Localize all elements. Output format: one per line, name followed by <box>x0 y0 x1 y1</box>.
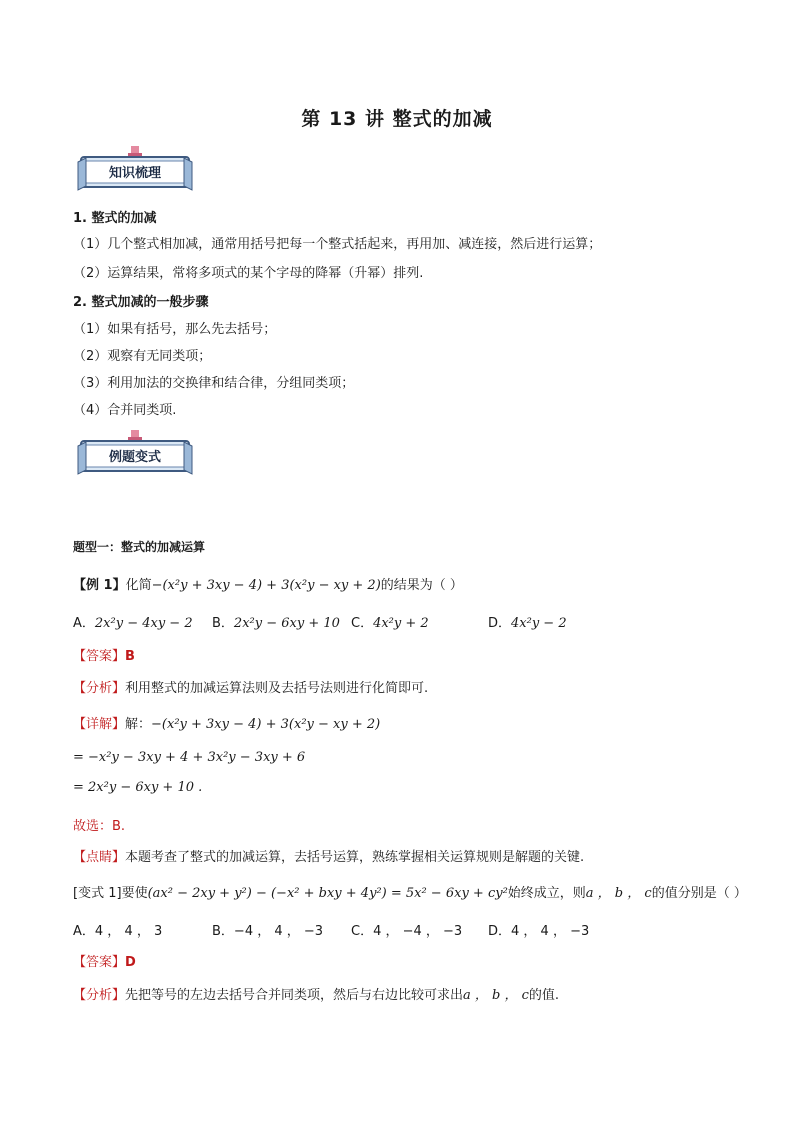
step-4: （4）合并同类项. <box>73 403 177 418</box>
step-3: （3）利用加法的交换律和结合律，分组同类项； <box>73 376 355 391</box>
example-1-step-1: = −x²y − 3xy + 4 + 3x²y − 3xy + 6 <box>73 750 306 765</box>
variant-1-answer: 【答案】D <box>73 955 136 970</box>
example-1-option-a: A．2x²y − 4xy − 2 <box>73 616 193 631</box>
example-1-post: 的结果为（ ） <box>380 578 463 593</box>
example-1-expression: −(x²y + 3xy − 4) + 3(x²y − xy + 2) <box>151 578 381 593</box>
knowledge-point-2: （2）运算结果，常将多项式的某个字母的降幂（升幂）排列. <box>73 266 424 281</box>
section-heading: 题型一：整式的加减运算 <box>73 540 206 554</box>
variant-1-option-a: A．4 ， 4 ， 3 <box>73 924 163 939</box>
example-1-label: 【例 1】 <box>73 578 126 593</box>
example-1-option-c: C．4x²y + 2 <box>351 616 429 631</box>
variant-1-option-d: D．4 ， 4 ， −3 <box>488 924 590 939</box>
scroll-banner-icon <box>76 430 194 480</box>
example-1-option-d: D．4x²y − 2 <box>488 616 567 631</box>
step-2: （2）观察有无同类项； <box>73 349 212 364</box>
example-1-step-2: = 2x²y − 6xy + 10 . <box>73 780 203 795</box>
page-title: 第 13 讲 整式的加减 <box>301 108 493 130</box>
knowledge-banner <box>76 146 194 196</box>
knowledge-point-1: （1）几个整式相加减，通常用括号把每一个整式括起来，再用加、减连接，然后进行运算； <box>73 237 602 252</box>
variant-1-analysis: 【分析】先把等号的左边去括号合并同类项，然后与右边比较可求出a ， b ， c的值. <box>73 988 560 1003</box>
examples-banner-label: 例题变式 <box>108 450 162 465</box>
example-1-detail: 【详解】解：−(x²y + 3xy − 4) + 3(x²y − xy + 2) <box>73 717 381 732</box>
scroll-banner-icon <box>76 146 194 196</box>
knowledge-banner-label: 知识梳理 <box>108 166 162 181</box>
examples-banner <box>76 430 194 480</box>
example-1-answer: 【答案】B <box>73 649 135 664</box>
example-1-choose: 故选：B. <box>73 819 126 834</box>
variant-1-option-c: C．4 ， −4 ， −3 <box>351 924 463 939</box>
example-1-question <box>73 574 463 593</box>
variant-1-question: [变式 1]要使(ax² − 2xy + y²) − (−x² + bxy + 4y²) = 5x² − 6xy + cy²始终成立，则a ， b ， c的值分别是（ ） <box>73 886 747 901</box>
example-1-option-b: B．2x²y − 6xy + 10 <box>212 616 340 631</box>
example-1-analysis: 【分析】利用整式的加减运算法则及去括号法则进行化简即可. <box>73 681 429 696</box>
example-1-pre: 化简 <box>125 578 152 593</box>
variant-1-label: [变式 1] <box>73 886 122 901</box>
variant-1-expression: (ax² − 2xy + y²) − (−x² + bxy + 4y²) = 5x² − 6xy + cy² <box>147 886 508 901</box>
knowledge-heading-1: 1. 整式的加减 <box>73 211 157 226</box>
variant-1-option-b: B．−4 ， 4 ， −3 <box>212 924 324 939</box>
step-1: （1）如果有括号，那么先去括号； <box>73 322 277 337</box>
knowledge-heading-2: 2. 整式加减的一般步骤 <box>73 295 209 310</box>
example-1-comment: 【点睛】本题考查了整式的加减运算，去括号运算，熟练掌握相关运算规则是解题的关键. <box>73 850 585 865</box>
